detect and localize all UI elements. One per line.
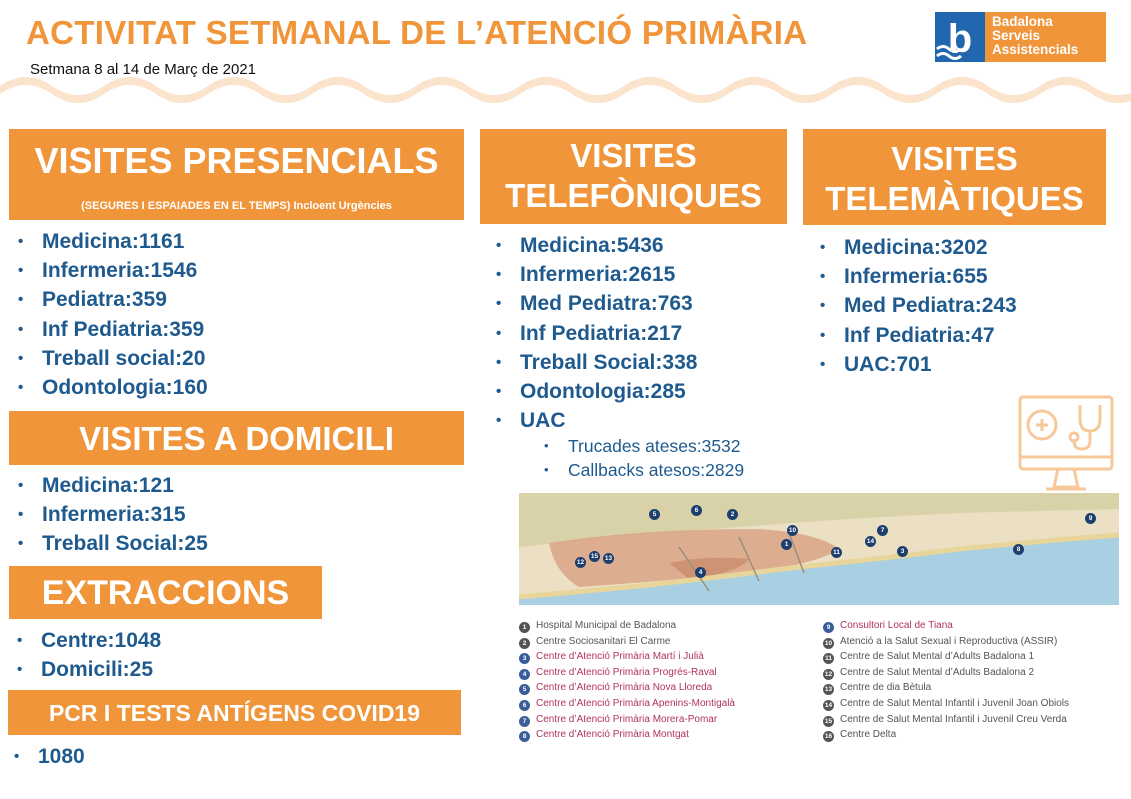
legend-item: 14 Centre de Salut Mental Infantil i Juvenil Joan Obiols	[824, 697, 1070, 709]
map-pin: 12	[576, 559, 585, 566]
list-item: • Medicina:3202	[814, 233, 1017, 262]
page-title: ACTIVITAT SETMANAL DE L’ATENCIÓ PRIMÀRIA	[26, 14, 808, 51]
badalona-logo	[935, 12, 1106, 62]
legend-item: 7 Centre d’Atenció Primària Morera-Pomar	[519, 712, 735, 728]
list-item: • Odontologia:160	[12, 373, 208, 402]
map-legend-left	[519, 618, 735, 743]
legend-item: 2 Centre Sociosanitari El Carme	[519, 634, 735, 650]
extraccions-heading: EXTRACCIONS	[41, 574, 290, 612]
list-item: • Infermeria:2615	[490, 260, 697, 289]
telemedicine-monitor-icon	[1018, 395, 1114, 499]
list-item: • Medicina:5436	[490, 231, 697, 260]
map-pin: 14	[866, 538, 875, 545]
list-item: • Inf Pediatria:47	[814, 321, 1017, 350]
map-pin: 15	[590, 553, 599, 560]
list-item: • Treball social:20	[12, 344, 208, 373]
presencials-list	[12, 227, 208, 402]
list-item: • 1080	[8, 742, 85, 771]
domicili-heading-box	[9, 411, 464, 465]
list-item: • Pediatra:359	[12, 285, 208, 314]
list-item: • Inf Pediatria:217	[490, 319, 697, 348]
domicili-heading: VISITES A DOMICILI	[79, 420, 394, 457]
list-item: • Medicina:121	[12, 471, 208, 500]
map-pin: 7	[877, 525, 888, 536]
telefoniques-heading-line1: VISITES	[570, 137, 697, 174]
legend-item: 9 Consultori Local de Tiana	[823, 618, 1069, 634]
presencials-note: (SEGURES I ESPAIADES EN EL TEMPS) Incloent Urgències	[81, 200, 392, 212]
legend-item: 4 Centre d’Atenció Primària Progrés-Raval	[519, 665, 735, 681]
svg-text:b: b	[947, 17, 973, 61]
list-item: • Treball Social:25	[12, 529, 208, 558]
logo-text: Badalona Serveis Assistencials	[992, 14, 1079, 57]
list-item: • Infermeria:655	[814, 262, 1017, 291]
list-item: • Trucades ateses:3532	[538, 434, 744, 458]
legend-item: 8 Centre d’Atenció Primària Montgat	[519, 727, 735, 743]
telefoniques-list	[490, 231, 697, 435]
uac-sublist	[538, 434, 744, 482]
legend-item: 1 Hospital Municipal de Badalona	[519, 618, 735, 634]
map-legend-right	[823, 618, 1069, 743]
legend-item: 3 Centre d’Atenció Primària Martí i Julià	[519, 649, 735, 665]
list-item: • UAC	[490, 406, 697, 435]
list-item: • Domicili:25	[11, 655, 161, 684]
list-item: • Infermeria:1546	[12, 256, 208, 285]
telefoniques-heading-line2: TELEFÒNIQUES	[505, 177, 762, 214]
pcr-heading: PCR I TESTS ANTÍGENS COVID19	[48, 700, 421, 726]
legend-item: 6 Centre d’Atenció Primària Apenins-Montigalà	[519, 696, 735, 712]
decorative-wave	[0, 64, 1131, 112]
legend-item: 13 Centre de dia Bètula	[824, 682, 932, 694]
presencials-heading: VISITES PRESENCIALS	[34, 140, 439, 181]
pcr-heading-box	[8, 690, 461, 735]
list-item: • Callbacks atesos:2829	[538, 458, 744, 482]
list-item: • Treball Social:338	[490, 348, 697, 377]
legend-item: 11 Centre de Salut Mental d’Adults Badalona 1	[823, 649, 1069, 665]
telematiques-list	[814, 233, 1017, 379]
extraccions-heading-box	[9, 566, 322, 619]
map-pin: 2	[727, 509, 738, 520]
logo-mark	[935, 12, 985, 62]
map-pin: 3	[897, 546, 908, 557]
map-pin: 4	[695, 567, 706, 578]
domicili-list	[12, 471, 208, 559]
legend-item: 12 Centre de Salut Mental d’Adults Badalona 2	[824, 666, 1035, 678]
list-item: • Med Pediatra:243	[814, 291, 1017, 320]
legend-item: 15 Centre de Salut Mental Infantil i Juvenil Creu Verda	[824, 713, 1067, 725]
telematiques-heading-box	[803, 129, 1106, 225]
map-graphic	[519, 493, 1119, 605]
week-subtitle: Setmana 8 al 14 de Març de 2021	[30, 61, 256, 78]
telematiques-heading-line1: VISITES	[891, 140, 1018, 177]
list-item: • Infermeria:315	[12, 500, 208, 529]
list-item: • Inf Pediatria:359	[12, 315, 208, 344]
map-pin: 1	[781, 539, 792, 550]
badalona-map	[519, 493, 1119, 605]
list-item: • Centre:1048	[11, 626, 161, 655]
presencials-heading-box	[9, 129, 464, 220]
pcr-list	[8, 742, 85, 771]
telematiques-heading-line2: TELEMÀTIQUES	[825, 180, 1084, 217]
legend-item: 5 Centre d’Atenció Primària Nova Lloreda	[519, 680, 735, 696]
map-pin: 11	[831, 547, 842, 558]
list-item: • Medicina:1161	[12, 227, 208, 256]
map-pin: 8	[1013, 544, 1024, 555]
map-pin: 10	[788, 527, 797, 534]
list-item: • Med Pediatra:763	[490, 289, 697, 318]
list-item: • UAC:701	[814, 350, 1017, 379]
extraccions-list	[11, 626, 161, 684]
map-pin: 13	[604, 555, 613, 562]
map-pin: 6	[691, 505, 702, 516]
map-pin: 9	[1085, 513, 1096, 524]
map-pin: 5	[649, 509, 660, 520]
telefoniques-heading-box	[480, 129, 787, 224]
list-item: • Odontologia:285	[490, 377, 697, 406]
legend-item: 10 Atenció a la Salut Sexual i Reproductiva (ASSIR)	[824, 635, 1058, 647]
legend-item: 16 Centre Delta	[824, 729, 897, 741]
